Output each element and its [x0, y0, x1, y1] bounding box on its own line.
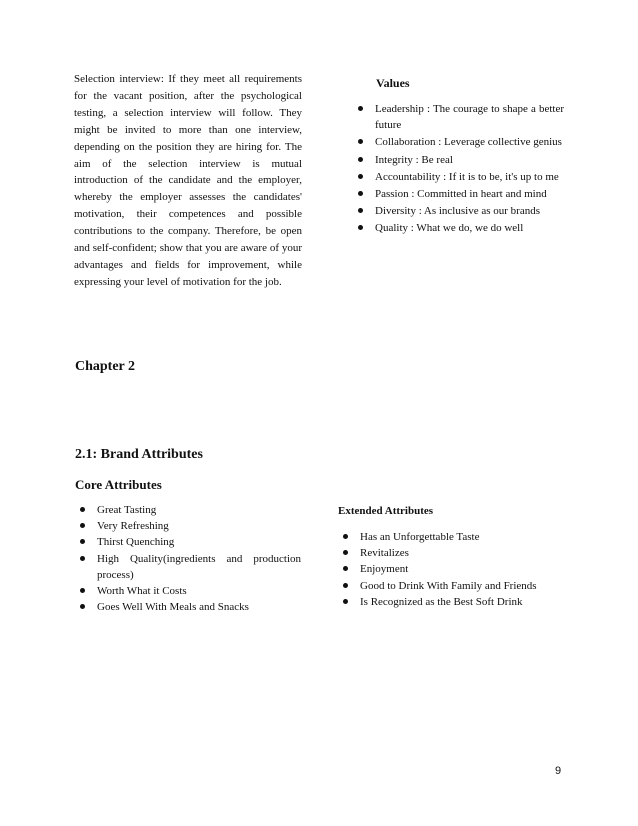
bullet-icon [80, 588, 85, 593]
bullet-icon [358, 157, 363, 162]
bullet-icon [80, 523, 85, 528]
list-item: Quality : What we do, we do well [353, 220, 564, 236]
chapter-heading: Chapter 2 [75, 359, 136, 374]
core-attributes-heading: Core Attributes [75, 477, 162, 492]
list-item: Great Tasting [75, 502, 301, 518]
bullet-icon [343, 534, 348, 539]
bullet-icon [80, 539, 85, 544]
bullet-icon [343, 566, 348, 571]
list-item: Worth What it Costs [75, 583, 301, 599]
bullet-icon [358, 139, 363, 144]
bullet-icon [80, 604, 85, 609]
list-item: Leadership : The courage to shape a better future [353, 101, 564, 133]
bullet-icon [358, 208, 363, 213]
list-item: Diversity : As inclusive as our brands [353, 203, 564, 219]
extended-attributes-heading: Extended Attributes [338, 505, 434, 517]
list-item: Accountability : If it is to be, it's up to me [353, 169, 564, 185]
list-item: Has an Unforgettable Taste [338, 529, 568, 545]
list-item: Very Refreshing [75, 518, 301, 534]
list-item: Good to Drink With Family and Friends [338, 578, 568, 594]
bullet-icon [358, 174, 363, 179]
list-item: Passion : Committed in heart and mind [353, 186, 564, 202]
selection-interview-paragraph: Selection interview: If they meet all requirements for the vacant position, after the psychological testing, a selection interview will follow. They might be invited to more than one interview, depending on the position they are hiring for. The aim of the selection interview is mutual introduction of the candidate and the employer, whereby the employer assesses the candidates' motivation, their competences and possible contributions to the company. Therefore, be open and self-confident; show that you are aware of your advantages and fields for improvement, while expressing your level of motivation for the job. [74, 73, 302, 288]
bullet-icon [80, 507, 85, 512]
section-heading: 2.1: Brand Attributes [75, 447, 203, 462]
list-item: High Quality(ingredients and production process) [75, 551, 301, 583]
extended-attributes-list [338, 529, 568, 610]
list-item: Is Recognized as the Best Soft Drink [338, 594, 568, 610]
list-item: Integrity : Be real [353, 152, 564, 168]
values-heading: Values [376, 76, 410, 90]
list-item: Enjoyment [338, 561, 568, 577]
bullet-icon [358, 191, 363, 196]
bullet-icon [343, 550, 348, 555]
core-attributes-list [75, 502, 301, 615]
bullet-icon [358, 225, 363, 230]
page-number: 9 [555, 765, 562, 777]
list-item: Revitalizes [338, 545, 568, 561]
bullet-icon [343, 583, 348, 588]
bullet-icon [358, 106, 363, 111]
list-item: Collaboration : Leverage collective genius [353, 134, 564, 150]
list-item: Goes Well With Meals and Snacks [75, 599, 301, 615]
values-list [353, 101, 564, 237]
bullet-icon [80, 556, 85, 561]
list-item: Thirst Quenching [75, 534, 301, 550]
bullet-icon [343, 599, 348, 604]
